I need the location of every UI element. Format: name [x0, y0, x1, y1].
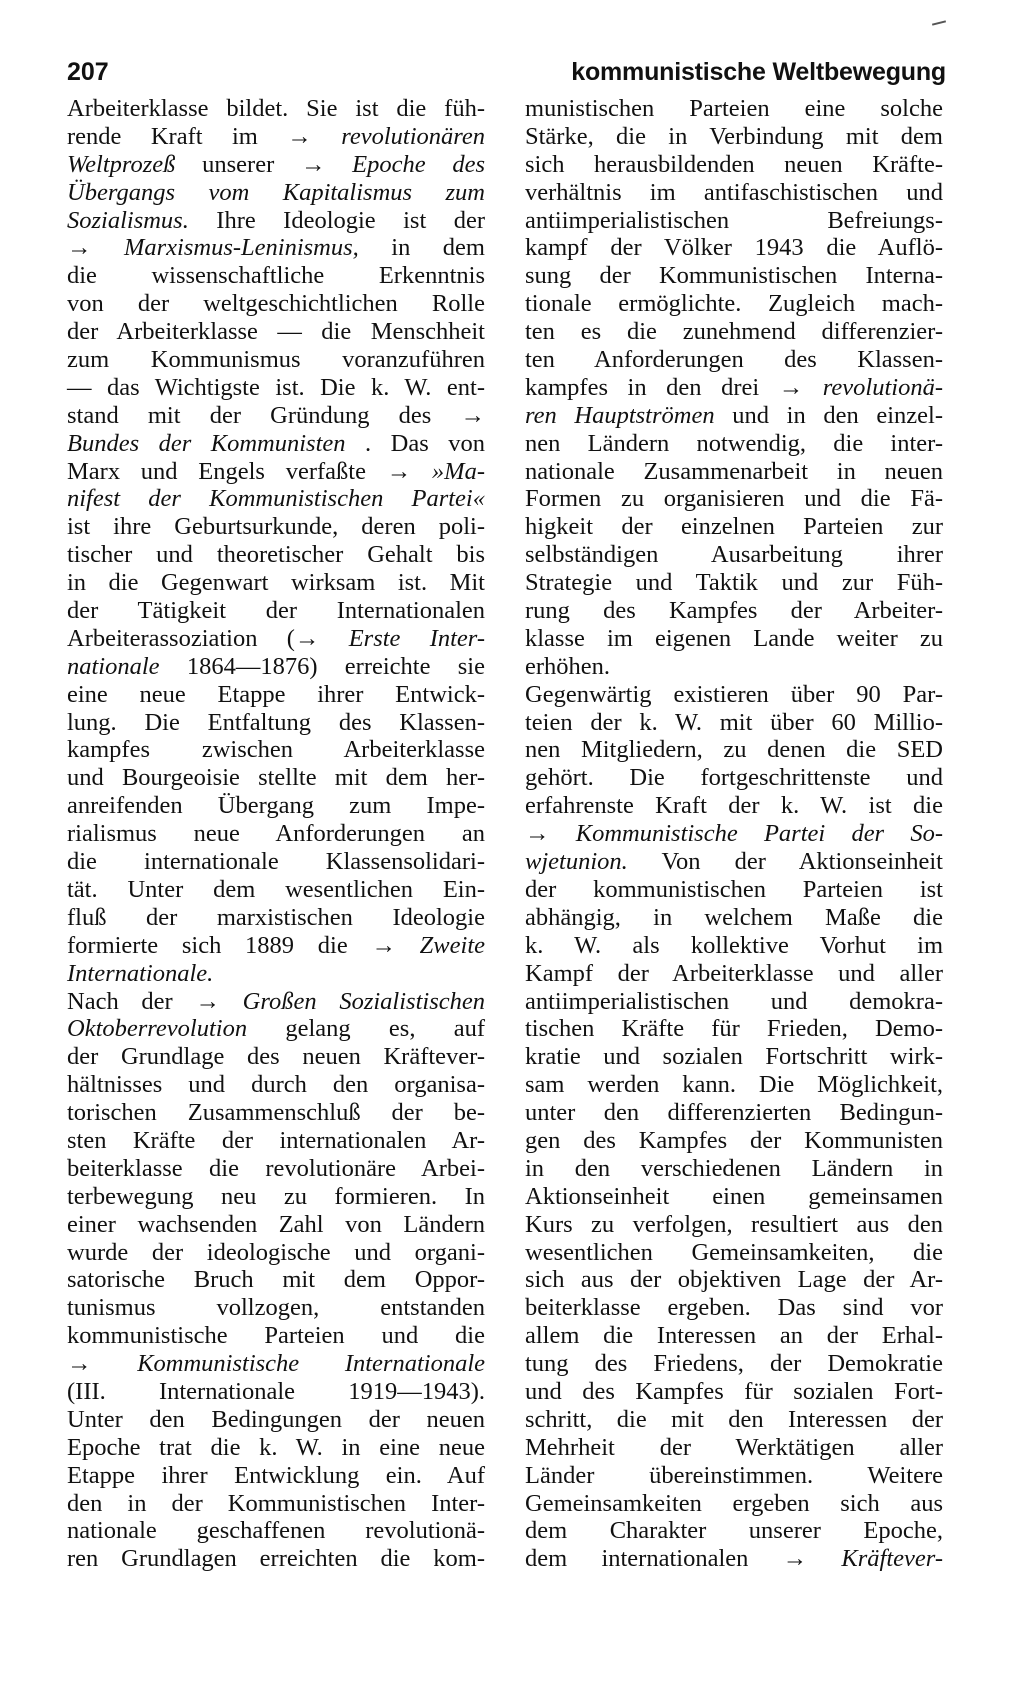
scan-mark [932, 20, 946, 25]
text-line [67, 207, 485, 235]
text-segment: (III. Internationale 1919—1943). [67, 1377, 485, 1405]
text-segment: sung der Kommunistischen Interna- [525, 262, 943, 290]
text-line [525, 1462, 943, 1490]
text-segment: terbewegung neu zu formieren. In [67, 1182, 485, 1210]
text-segment: rende Kraft im [67, 122, 288, 150]
text-segment: und in den einzel- [714, 401, 943, 429]
text-segment: sich herausbildenden neuen Kräfte- [525, 150, 943, 178]
text-segment: sten Kräfte der internationalen Ar- [67, 1126, 485, 1154]
text-segment: Ihre Ideologie ist der [188, 206, 485, 234]
text-segment: unter den differenzierten Bedingun- [525, 1099, 943, 1127]
text-line [525, 402, 943, 430]
text-line [67, 764, 485, 792]
text-line [67, 430, 485, 458]
text-segment: gehört. Die fortgeschrittenste und [525, 764, 943, 792]
text-line [525, 820, 943, 848]
text-segment: Kurs zu verfolgen, resultiert aus den [525, 1210, 943, 1238]
text-line [67, 346, 485, 374]
cross-reference-term: »Ma- [431, 457, 485, 485]
cross-reference-arrow-icon: → [294, 624, 320, 652]
text-segment: kampfes zwischen Arbeiterklasse [67, 736, 485, 764]
text-line [525, 1043, 943, 1071]
text-segment: zum Kommunismus voranzuführen [67, 346, 485, 374]
cross-reference-arrow-icon: → [67, 1350, 92, 1378]
text-line [525, 988, 943, 1016]
cross-reference-term: Bundes der Kommunisten [67, 429, 346, 457]
text-line [67, 541, 485, 569]
text-segment: dem Charakter unserer Epoche, [525, 1517, 943, 1545]
text-line [525, 932, 943, 960]
text-line [525, 681, 943, 709]
text-segment: tischen Kräfte für Frieden, Demo- [525, 1015, 943, 1043]
cross-reference-arrow-icon: → [525, 820, 550, 848]
cross-reference-arrow-icon: → [782, 1545, 808, 1573]
text-line [67, 234, 485, 262]
cross-reference-term: Übergangs vom Kapitalismus zum [67, 178, 485, 206]
text-line [67, 709, 485, 737]
text-segment: wesentlichen Gemeinsamkeiten, die [525, 1238, 943, 1266]
text-segment: Unter den Bedingungen der neuen [67, 1405, 485, 1433]
text-segment: Mehrheit der Werktätigen aller [525, 1433, 943, 1461]
text-line [67, 1127, 485, 1155]
text-line [67, 1155, 485, 1183]
text-line [67, 513, 485, 541]
text-line [525, 151, 943, 179]
text-line [67, 95, 485, 123]
text-segment: Epoche trat die k. W. in eine neue [67, 1433, 485, 1461]
text-segment: tunismus vollzogen, entstanden [67, 1294, 485, 1322]
text-segment: Stärke, die in Verbindung mit dem [525, 122, 943, 150]
text-segment: satorische Bruch mit dem Oppor- [67, 1266, 485, 1294]
text-segment: der Tätigkeit der Internationalen [67, 597, 485, 625]
text-line [67, 1183, 485, 1211]
text-segment: ist ihre Geburtsurkunde, deren poli- [67, 513, 485, 541]
text-line [67, 904, 485, 932]
text-line [525, 1266, 943, 1294]
text-line [67, 848, 485, 876]
text-line [525, 1406, 943, 1434]
text-line [67, 625, 485, 653]
text-line [525, 123, 943, 151]
text-line [525, 709, 943, 737]
text-line [525, 876, 943, 904]
running-head: kommunistische Weltbewegung [571, 58, 946, 86]
text-segment: gen des Kampfes der Kommunisten [525, 1126, 943, 1154]
text-line [67, 736, 485, 764]
cross-reference-term: Sozialismus. [67, 206, 189, 234]
text-segment: nen Ländern notwendig, die inter- [525, 429, 943, 457]
text-line [67, 597, 485, 625]
cross-reference-term: Marxismus-Leninismus, [123, 234, 359, 262]
text-segment: erfahrenste Kraft der k. W. ist die [525, 792, 943, 820]
text-segment [396, 932, 420, 959]
text-line [525, 1211, 943, 1239]
text-line [67, 1378, 485, 1406]
text-segment: den in der Kommunistischen Inter- [67, 1489, 485, 1517]
cross-reference-term: nationale [67, 652, 160, 680]
text-segment: k. W. als kollektive Vorhut im [525, 931, 943, 959]
cross-reference-term: Zweite [419, 931, 486, 959]
text-line [525, 1490, 943, 1518]
cross-reference-term: revolutionä- [822, 373, 943, 401]
text-segment: Kampf der Arbeiterklasse und aller [525, 959, 943, 987]
text-segment: kampfes in den drei [525, 373, 779, 401]
text-line [525, 792, 943, 820]
text-line [67, 1490, 485, 1518]
text-segment: tischer und theoretischer Gehalt bis [67, 541, 485, 569]
text-segment: Arbeiterassoziation ( [67, 624, 295, 652]
text-line [525, 234, 943, 262]
text-line [67, 1462, 485, 1490]
cross-reference-term: nifest der Kommunistischen Partei« [67, 485, 485, 513]
cross-reference-term: Erste Inter- [348, 624, 485, 652]
text-segment: in die Gegenwart wirksam ist. Mit [67, 569, 485, 597]
cross-reference-arrow-icon: → [300, 150, 326, 178]
text-line [67, 1517, 485, 1545]
text-line [67, 290, 485, 318]
text-segment: tät. Unter dem wesentlichen Ein- [67, 875, 485, 903]
text-segment: einer wachsenden Zahl von Ländern [67, 1210, 485, 1238]
text-segment: der Arbeiterklasse — die Menschheit [67, 318, 485, 346]
text-line [67, 1545, 485, 1573]
cross-reference-arrow-icon: → [371, 931, 396, 959]
text-segment: dem internationalen [525, 1545, 783, 1573]
text-segment: kratie und sozialen Fortschritt wirk- [525, 1043, 943, 1071]
text-segment: gelang es, auf [247, 1015, 485, 1043]
text-segment: hältnisses und durch den organisa- [67, 1071, 485, 1099]
text-line [525, 1350, 943, 1378]
text-segment: tionale ermöglichte. Zugleich mach- [525, 290, 943, 318]
text-line [525, 1127, 943, 1155]
cross-reference-arrow-icon: → [460, 401, 485, 429]
cross-reference-arrow-icon: → [386, 457, 412, 485]
text-segment: Gemeinsamkeiten ergeben sich aus [525, 1489, 943, 1517]
text-line [525, 458, 943, 486]
cross-reference-term: Kommunistische Internationale [137, 1350, 486, 1378]
cross-reference-arrow-icon: → [287, 122, 312, 150]
text-segment: und Bourgeoisie stellte mit dem her- [67, 764, 485, 792]
text-line [525, 960, 943, 988]
text-segment: nationale geschaffenen revolutionä- [67, 1517, 485, 1545]
text-line [525, 207, 943, 235]
text-line [67, 318, 485, 346]
text-segment: — das Wichtigste ist. Die k. W. ent- [67, 373, 485, 401]
text-line [525, 1517, 943, 1545]
text-segment: Von der Aktionseinheit [627, 848, 943, 876]
text-line [67, 1015, 485, 1043]
text-line [67, 1071, 485, 1099]
text-line [525, 1071, 943, 1099]
text-line [525, 290, 943, 318]
text-line [67, 402, 485, 430]
text-segment [92, 1350, 138, 1377]
text-segment: formierte sich 1889 die [67, 931, 372, 959]
text-line [525, 625, 943, 653]
text-line [525, 1155, 943, 1183]
cross-reference-term: Internationale. [67, 959, 214, 987]
text-line [525, 1322, 943, 1350]
text-line [525, 597, 943, 625]
text-line [525, 541, 943, 569]
text-line [67, 653, 485, 681]
cross-reference-term: ren Hauptströmen [525, 401, 715, 429]
text-segment: Arbeiterklasse bildet. Sie ist die füh- [67, 95, 485, 122]
cross-reference-term: revolutionären [341, 122, 485, 150]
text-column-right [525, 95, 943, 1573]
text-segment [550, 820, 576, 847]
text-segment: schritt, die mit den Interessen der [525, 1405, 943, 1433]
text-segment: Marx und Engels verfaßte [67, 457, 387, 485]
text-segment: antiimperialistischen und demokra- [525, 987, 943, 1015]
text-segment: sam werden kann. Die Möglichkeit, [525, 1071, 943, 1099]
text-line [525, 1015, 943, 1043]
cross-reference-term: wjetunion. [525, 848, 628, 876]
cross-reference-term: Oktoberrevolution [67, 1015, 248, 1043]
text-segment: von der weltgeschichtlichen Rolle [67, 290, 485, 318]
text-segment: Etappe ihrer Entwicklung ein. Auf [67, 1461, 485, 1489]
text-line [67, 1434, 485, 1462]
text-segment: allem die Interessen an der Erhal- [525, 1322, 943, 1350]
cross-reference-term: Großen Sozialistischen [242, 987, 485, 1015]
cross-reference-arrow-icon: → [195, 987, 220, 1015]
text-line [525, 346, 943, 374]
text-line [525, 736, 943, 764]
text-segment: higkeit der einzelnen Parteien zur [525, 513, 943, 541]
text-segment: ren Grundlagen erreichten die kom- [67, 1545, 485, 1573]
text-segment: nen Mitgliedern, zu denen die SED [525, 736, 943, 764]
text-segment: beiterklasse ergeben. Das sind vor [525, 1294, 943, 1322]
text-line [525, 569, 943, 597]
text-line [67, 262, 485, 290]
text-segment: munistischen Parteien eine solche [525, 95, 943, 122]
text-segment: rung des Kampfes der Arbeiter- [525, 597, 943, 625]
text-line [67, 1266, 485, 1294]
text-segment [803, 374, 823, 401]
text-segment: Nach der [67, 987, 196, 1015]
text-line [525, 1294, 943, 1322]
text-segment: Länder übereinstimmen. Weitere [525, 1461, 943, 1489]
text-segment: nationale Zusammenarbeit in neuen [525, 457, 943, 485]
text-segment: beiterklasse die revolutionäre Arbei- [67, 1154, 485, 1182]
text-line [67, 932, 485, 960]
text-segment: sich aus der objektiven Lage der Ar- [525, 1266, 943, 1294]
text-line [67, 876, 485, 904]
text-segment [319, 625, 348, 652]
text-segment [92, 234, 124, 261]
text-line [525, 653, 943, 681]
cross-reference-term: Weltprozeß [67, 150, 176, 178]
text-segment: teien der k. W. mit über 60 Millio- [525, 708, 943, 736]
text-line [525, 1239, 943, 1267]
text-line [67, 374, 485, 402]
text-segment: unserer [175, 150, 301, 178]
text-segment: abhängig, in welchem Maße die [525, 903, 943, 931]
text-line [525, 513, 943, 541]
text-segment: klasse im eigenen Lande weiter zu [525, 624, 943, 652]
text-line [67, 458, 485, 486]
text-line [525, 1378, 943, 1406]
text-segment: in dem [358, 234, 485, 262]
text-segment: 1864—1876) erreichte sie [159, 652, 485, 680]
cross-reference-term: Epoche des [352, 150, 486, 178]
page-number: 207 [67, 58, 109, 86]
text-segment [411, 458, 432, 485]
cross-reference-arrow-icon: → [778, 373, 804, 401]
text-segment: die internationale Klassensolidari- [67, 848, 485, 876]
text-segment: die wissenschaftliche Erkenntnis [67, 262, 485, 290]
text-segment: Aktionseinheit einen gemeinsamen [525, 1182, 943, 1210]
text-line [525, 179, 943, 207]
text-segment: wurde der ideologische und organi- [67, 1238, 485, 1266]
text-line [67, 123, 485, 151]
text-segment: stand mit der Gründung des [67, 401, 461, 429]
text-line [525, 430, 943, 458]
text-line [525, 764, 943, 792]
text-segment: verhältnis im antifaschistischen und [525, 178, 943, 206]
text-line [67, 485, 485, 513]
cross-reference-term: Kräftever- [841, 1545, 943, 1573]
text-line [525, 904, 943, 932]
text-segment: . Das von [345, 429, 485, 457]
text-segment: in den verschiedenen Ländern in [525, 1154, 943, 1182]
text-segment [220, 988, 243, 1015]
text-segment: Formen zu organisieren und die Fä- [525, 485, 943, 513]
text-line [67, 151, 485, 179]
text-segment: antiimperialistischen Befreiungs- [525, 206, 943, 234]
text-segment: Gegenwärtig existieren über 90 Par- [525, 680, 943, 708]
text-line [67, 1322, 485, 1350]
text-segment: rialismus neue Anforderungen an [67, 820, 485, 848]
text-segment: der kommunistischen Parteien ist [525, 875, 943, 903]
text-line [525, 1099, 943, 1127]
text-line [67, 569, 485, 597]
text-segment: anreifenden Übergang zum Impe- [67, 792, 485, 820]
text-line [67, 988, 485, 1016]
text-segment [807, 1545, 841, 1572]
text-line [525, 1434, 943, 1462]
text-line [525, 374, 943, 402]
text-line [525, 95, 943, 123]
text-line [67, 1350, 485, 1378]
text-line [67, 1099, 485, 1127]
text-column-left [67, 95, 485, 1573]
text-line [525, 262, 943, 290]
text-line [67, 179, 485, 207]
text-line [525, 848, 943, 876]
text-segment: der Grundlage des neuen Kräftever- [67, 1043, 485, 1071]
text-segment [312, 123, 341, 150]
text-line [525, 1183, 943, 1211]
text-segment: ten es die zunehmend differenzier- [525, 318, 943, 346]
text-segment: Strategie und Taktik und zur Füh- [525, 569, 943, 597]
text-segment: selbständigen Ausarbeitung ihrer [525, 541, 943, 569]
text-segment: ten Anforderungen des Klassen- [525, 346, 943, 374]
text-line [67, 960, 485, 988]
text-segment: erhöhen. [525, 652, 611, 680]
text-segment: fluß der marxistischen Ideologie [67, 903, 485, 931]
text-line [525, 485, 943, 513]
cross-reference-term: Kommunistische Partei der So- [575, 820, 943, 848]
text-segment [325, 151, 352, 178]
text-line [67, 1239, 485, 1267]
text-segment: tung des Friedens, der Demokratie [525, 1350, 943, 1378]
text-segment: kommunistische Parteien und die [67, 1322, 485, 1350]
text-line [67, 1211, 485, 1239]
text-line [67, 820, 485, 848]
cross-reference-arrow-icon: → [67, 234, 92, 262]
text-segment: lung. Die Entfaltung des Klassen- [67, 708, 485, 736]
text-line [67, 792, 485, 820]
text-line [67, 1406, 485, 1434]
text-line [67, 1294, 485, 1322]
text-line [525, 318, 943, 346]
text-segment: und des Kampfes für sozialen Fort- [525, 1377, 943, 1405]
text-segment: eine neue Etappe ihrer Entwick- [67, 680, 485, 708]
text-line [525, 1545, 943, 1573]
text-segment: kampf der Völker 1943 die Auflö- [525, 234, 943, 262]
text-line [67, 1043, 485, 1071]
text-segment: torischen Zusammenschluß der be- [67, 1099, 485, 1127]
text-line [67, 681, 485, 709]
